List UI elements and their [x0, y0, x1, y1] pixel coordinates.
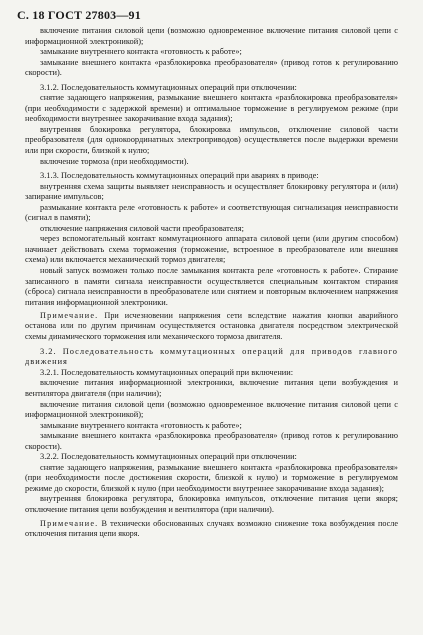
- note-label: Примечание.: [40, 311, 99, 321]
- paragraph: внутренняя блокировка регулятора, блокировка импульсов, отключение питания цепи якоря; отключение питания цепи возбуждения и вентилятора (при наличии).: [25, 494, 398, 515]
- paragraph: включение питания силовой цепи (возможно одновременное включение питания силовой цепи с информационной электроникой);: [25, 26, 398, 46]
- page-header: С. 18 ГОСТ 27803—91: [17, 8, 141, 22]
- paragraph: внутренняя схема защиты выявляет неисправность и осуществляет блокировку регулятора и (или) запирание импульсов;: [25, 181, 398, 202]
- section-heading-3-2: 3.2. Последовательность коммутационных операций для приводов главного движения: [25, 346, 398, 367]
- paragraph: отключение напряжения силовой части преобразователя;: [40, 223, 244, 233]
- paragraph: снятие задающего напряжения, размыкание внешнего контакта «разблокировка преобразователя» (при необходимости с задержкой времени) и оптимальное торможение в регулируемом режиме (при необходимости внутреннее закорачивание входа задания);: [25, 93, 398, 124]
- section-heading-3-2-2: 3.2.2. Последовательность коммутационных операций при отключении:: [40, 452, 297, 462]
- section-heading-3-1-2: 3.1.2. Последовательность коммутационных операций при отключении:: [40, 82, 297, 92]
- paragraph: замыкание внешнего контакта «разблокировка преобразователя» (привод готов к регулированию скорости).: [25, 57, 398, 78]
- paragraph: включение питания силовой цепи (возможно одновременное включение питания силовой цепи с информационной электроникой);: [25, 399, 398, 420]
- paragraph: размыкание контакта реле «готовность к работе» и соответствующая сигнализация неисправности (сигнал в памяти);: [25, 202, 398, 223]
- paragraph: замыкание внешнего контакта «разблокировка преобразователя» (привод готов к регулированию скорости).: [25, 431, 398, 451]
- paragraph: новый запуск возможен только после замыкания контакта реле «готовность к работе». Стирание записанного в памяти сигнала неисправности осуществляется специальным контактом стирания (сброса) сигнала неисправности в преобразователе или снятием и повторным включением напряжения питания информационной электроники.: [25, 266, 398, 307]
- paragraph: замыкание внутреннего контакта «готовность к работе»;: [40, 420, 242, 430]
- section-heading-3-1-3: 3.1.3. Последовательность коммутационных операций при авариях в приводе:: [40, 171, 319, 181]
- paragraph: замыкание внутреннего контакта «готовность к работе»;: [40, 47, 242, 57]
- note-text: В технически обоснованных случаях возможно снижение тока возбуждения после отключения питания цепи якоря.: [25, 518, 398, 538]
- section-heading-3-2-1: 3.2.1. Последовательность коммутационных операций при включении:: [40, 367, 294, 377]
- note: [25, 311, 398, 342]
- note-label: Примечание.: [40, 518, 99, 528]
- paragraph: снятие задающего напряжения, размыкание внешнего контакта «разблокировка преобразователя» (при необходимости после достижения скорости, близкой к нулю) и торможение в регулируемом режиме до скорости, близкой к нулю (при необходимости внутреннее закорачивание входа задания);: [25, 462, 398, 493]
- paragraph: внутренняя блокировка регулятора, блокировка импульсов, отключение силовой части преобразователя (для однокоординатных электроприводов) осуществляется после выдержки времени или при скорости, близкой к нулю;: [25, 124, 398, 156]
- note: [25, 519, 398, 539]
- paragraph: через вспомогательный контакт коммутационного аппарата силовой цепи (или другим способом) начинает действовать схема торможения (торможение, встроенное в преобразователе или внешняя схема) или включается механический тормоз двигателя;: [25, 234, 398, 265]
- paragraph: включение тормоза (при необходимости).: [40, 156, 189, 166]
- note-text: При исчезновении напряжения сети вследствие нажатия кнопки аварийного останова или по другим причинам осуществляется остановка двигателя посредством электрической схемы динамического торможения или механического тормоза двигателя.: [25, 311, 398, 341]
- document-body: [25, 26, 398, 542]
- paragraph: включение питания информационной электроники, включение питания цепи возбуждения и вентилятора двигателя (при наличии);: [25, 378, 398, 399]
